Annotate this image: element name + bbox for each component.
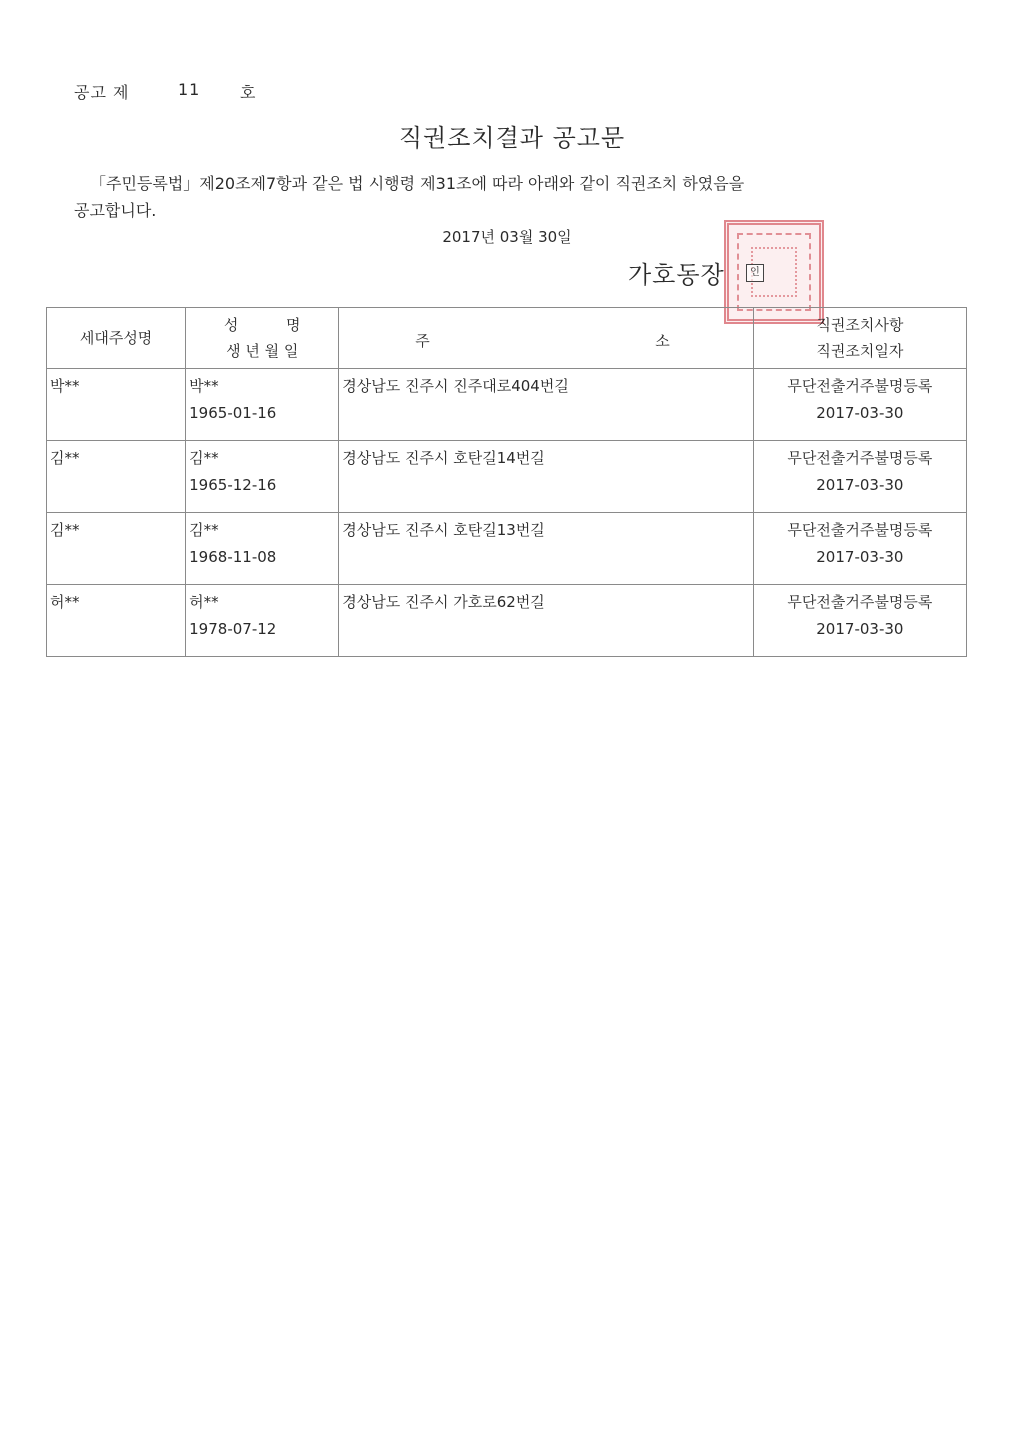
notice-number	[74, 80, 257, 103]
person-name: 김**	[189, 449, 219, 467]
action-item: 무단전출거주불명등록	[787, 593, 933, 611]
householder-cell: 김**	[50, 521, 80, 539]
birth-date: 1965-01-16	[189, 404, 277, 422]
records-table	[46, 307, 967, 657]
notice-suffix: 호	[240, 83, 257, 102]
header-name: 성 명	[223, 316, 301, 334]
name-birth-cell	[186, 369, 338, 427]
body-paragraph	[74, 170, 894, 224]
header-name-birth	[186, 308, 339, 369]
header-birth: 생 년 월 일	[226, 342, 299, 360]
body-line-1: 「주민등록법」제20조제7항과 같은 법 시행령 제31조에 따라 아래와 같이 직권조치 하였음을	[90, 174, 745, 193]
householder-cell: 박**	[50, 377, 80, 395]
notice-label: 공고 제	[74, 83, 130, 102]
action-cell	[754, 585, 966, 643]
action-date: 2017-03-30	[816, 620, 904, 638]
birth-date: 1978-07-12	[189, 620, 277, 638]
householder-cell: 김**	[50, 449, 80, 467]
birth-date: 1965-12-16	[189, 476, 277, 494]
header-householder: 세대주성명	[47, 308, 186, 369]
name-birth-cell	[186, 441, 338, 499]
address-cell: 경상남도 진주시 진주대로404번길	[342, 377, 569, 395]
header-address-left: 주	[415, 332, 430, 350]
header-action-item: 직권조치사항	[816, 316, 904, 334]
name-birth-cell	[186, 585, 338, 643]
address-cell: 경상남도 진주시 호탄길13번길	[342, 521, 545, 539]
signer-title: 가호동장	[628, 261, 725, 289]
action-date: 2017-03-30	[816, 476, 904, 494]
address-cell: 경상남도 진주시 가호로62번길	[342, 593, 545, 611]
table-row	[47, 585, 967, 657]
person-name: 김**	[189, 521, 219, 539]
action-item: 무단전출거주불명등록	[787, 377, 933, 395]
name-birth-cell	[186, 513, 338, 571]
table-row	[47, 369, 967, 441]
person-name: 박**	[189, 377, 219, 395]
notice-number-value: 11	[178, 80, 201, 99]
action-item: 무단전출거주불명등록	[787, 449, 933, 467]
action-item: 무단전출거주불명등록	[787, 521, 933, 539]
header-address-right: 소	[655, 332, 670, 350]
address-cell: 경상남도 진주시 호탄길14번길	[342, 449, 545, 467]
table-row	[47, 441, 967, 513]
birth-date: 1968-11-08	[189, 548, 277, 566]
action-date: 2017-03-30	[816, 404, 904, 422]
header-action	[753, 308, 966, 369]
header-address	[339, 308, 753, 369]
document-title: 직권조치결과 공고문	[398, 124, 626, 152]
action-cell	[754, 513, 966, 571]
action-cell	[754, 441, 966, 499]
body-line-2: 공고합니다.	[74, 201, 157, 220]
table-row	[47, 513, 967, 585]
table-header-row	[47, 308, 967, 369]
action-cell	[754, 369, 966, 427]
seal-mark: 인	[746, 264, 764, 282]
notice-date: 2017년 03월 30일	[442, 228, 572, 246]
householder-cell: 허**	[50, 593, 80, 611]
person-name: 허**	[189, 593, 219, 611]
action-date: 2017-03-30	[816, 548, 904, 566]
header-action-date: 직권조치일자	[816, 342, 904, 360]
